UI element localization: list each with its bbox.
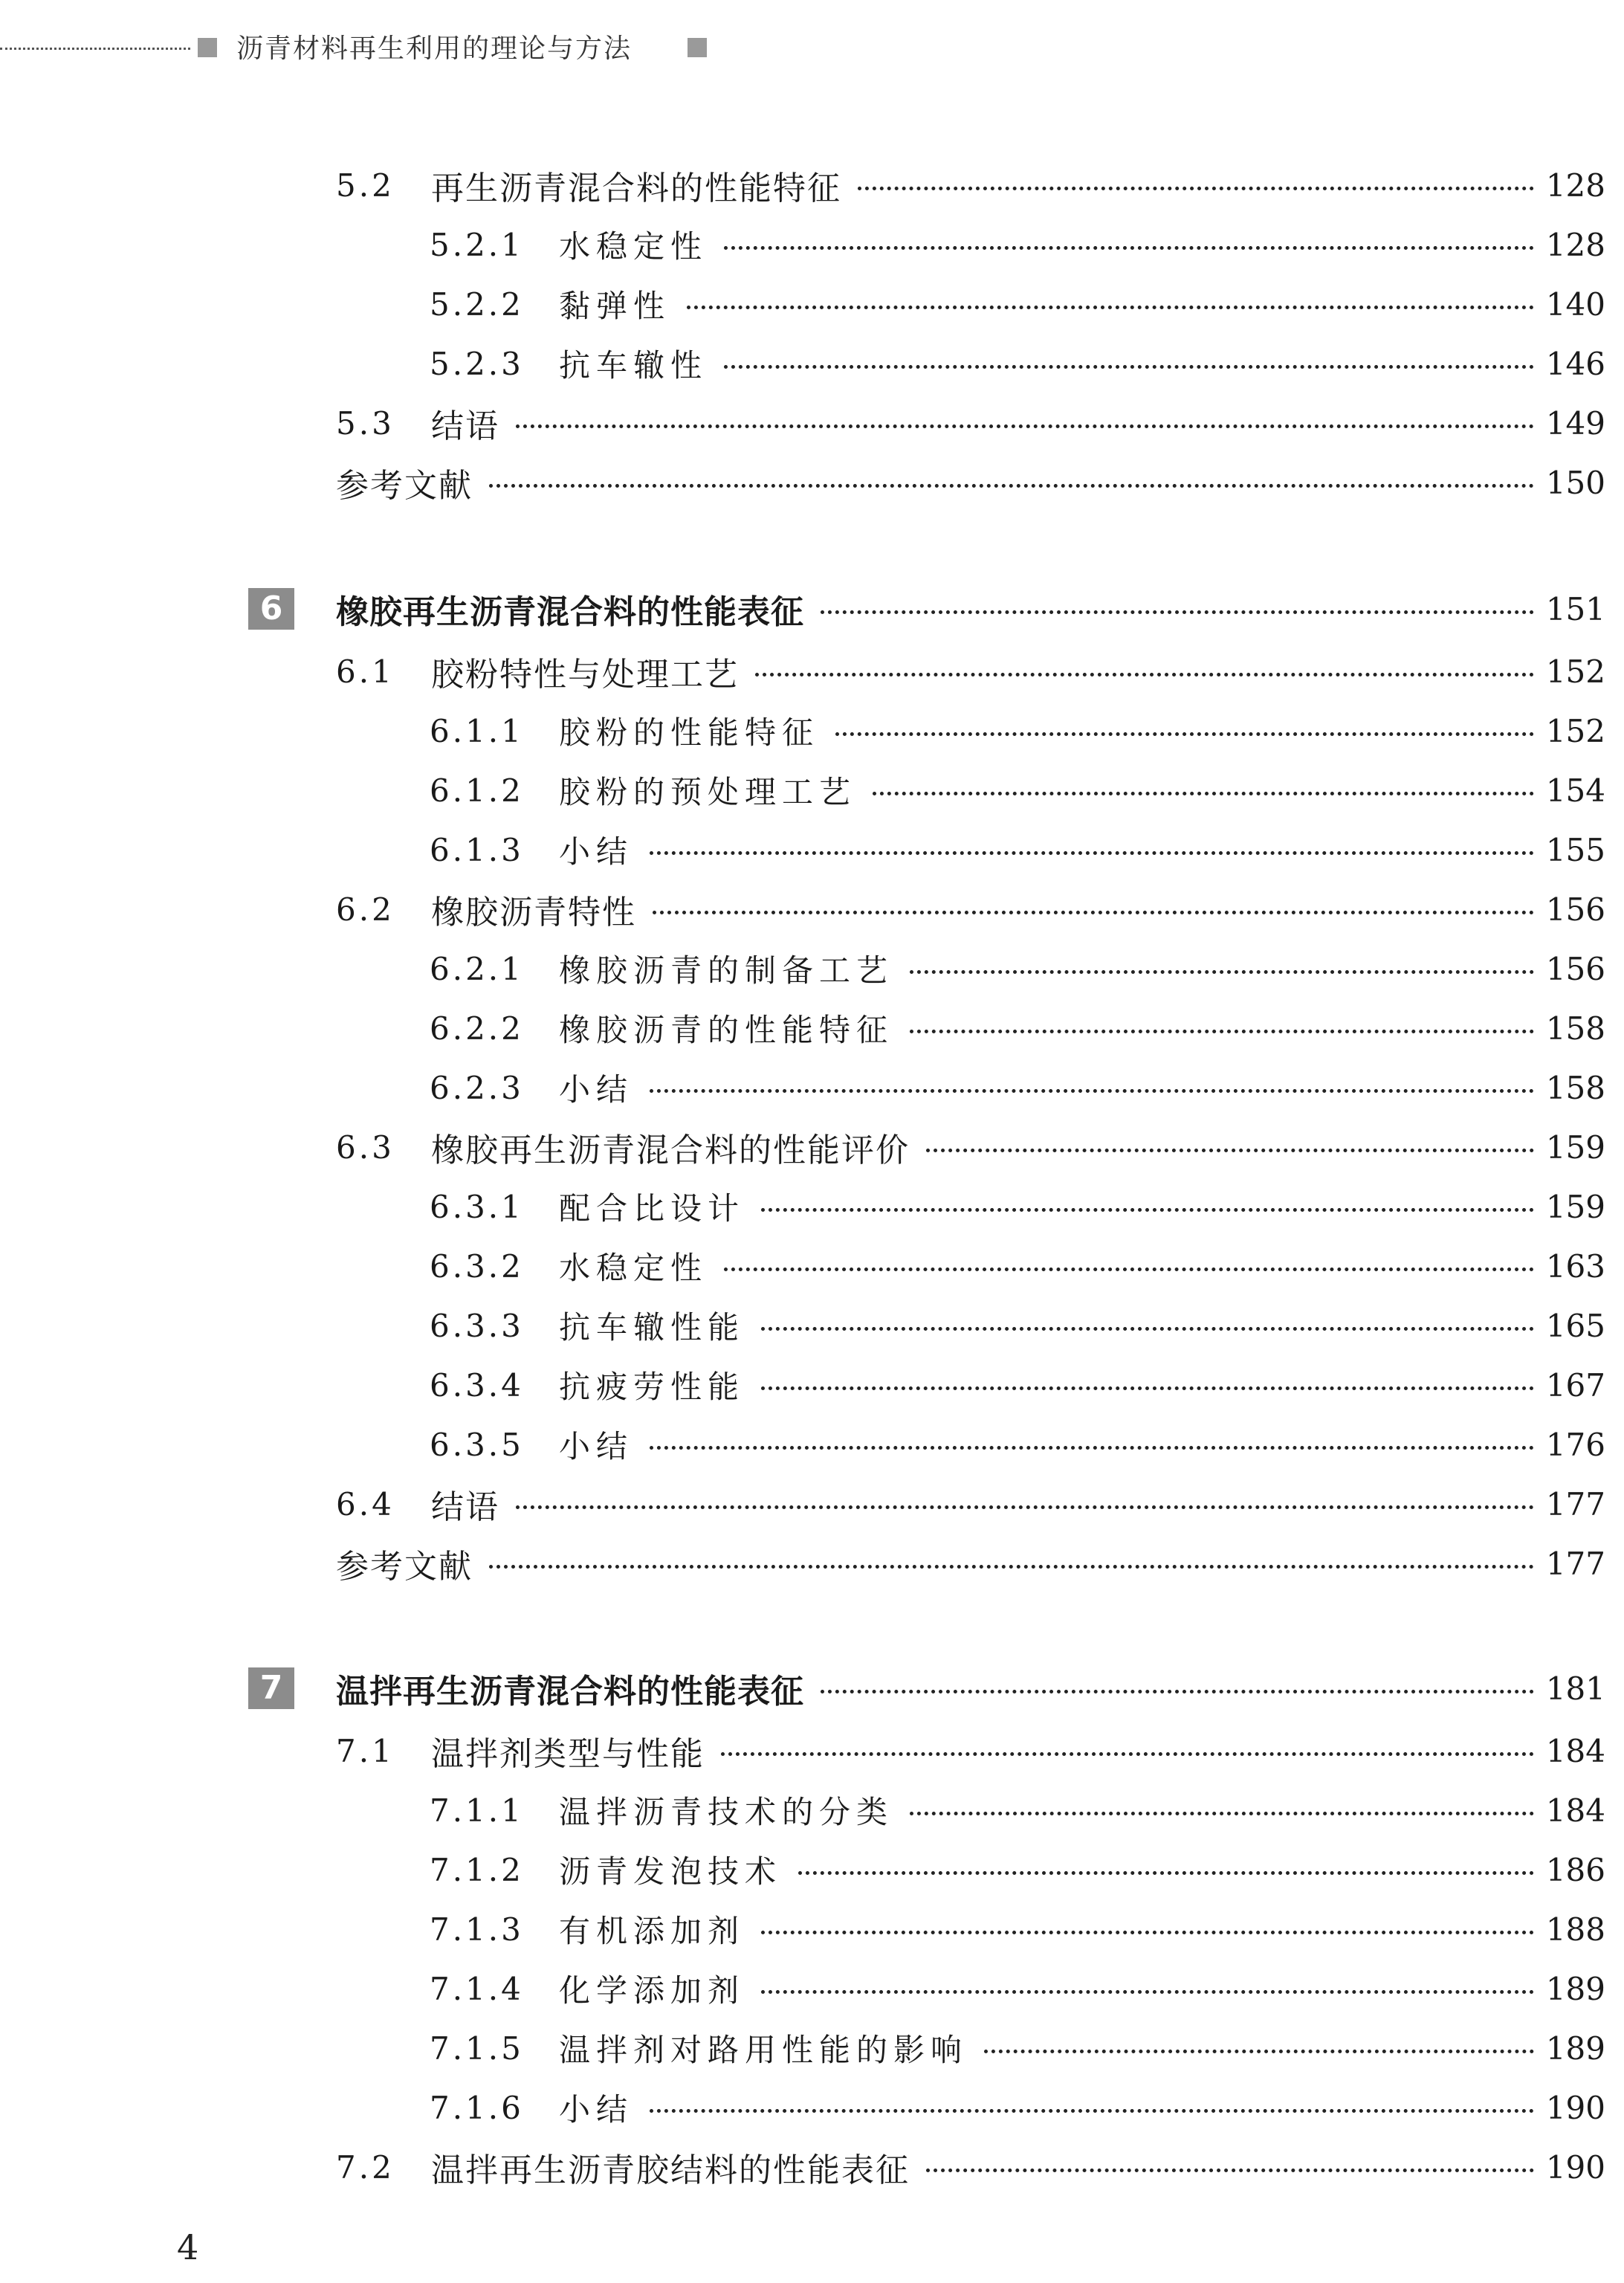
toc-section-number: 7.2 <box>336 2148 395 2186</box>
toc-section-number: 6.1.1 <box>430 712 524 749</box>
toc-dot-leader <box>910 1812 1534 1815</box>
toc-section-number: 6.3.2 <box>430 1247 524 1285</box>
toc-entry[interactable] <box>430 1784 1605 1836</box>
toc-dot-leader <box>650 1446 1534 1450</box>
toc-entry[interactable] <box>430 1844 1605 1896</box>
toc-entry[interactable] <box>430 1240 1605 1292</box>
toc-dot-leader <box>755 673 1534 676</box>
toc-dot-leader <box>984 2050 1534 2053</box>
toc-entry-title: 参考文献 <box>336 467 473 505</box>
toc-dot-leader <box>761 1386 1534 1390</box>
toc-dot-leader <box>724 246 1534 250</box>
toc-entry[interactable] <box>430 1181 1605 1233</box>
toc-page-number: 167 <box>1545 1366 1605 1404</box>
toc-entry[interactable] <box>336 1537 1605 1589</box>
toc-entry[interactable] <box>336 456 1605 508</box>
toc-entry-title: 抗疲劳性能 <box>559 1369 745 1405</box>
toc-page-number: 184 <box>1545 1732 1605 1769</box>
toc-entry-title: 水稳定性 <box>559 1250 708 1286</box>
toc-section-number: 6.1 <box>336 653 395 690</box>
toc-entry[interactable] <box>430 1299 1605 1352</box>
toc-page-number: 186 <box>1545 1851 1605 1888</box>
toc-section-number: 5.2.3 <box>430 345 524 382</box>
toc-entry[interactable] <box>430 1418 1605 1470</box>
toc-entry[interactable] <box>430 764 1605 816</box>
toc-dot-leader <box>873 792 1534 795</box>
toc-section-number: 6.1.3 <box>430 831 524 868</box>
toc-entry[interactable] <box>336 883 1605 935</box>
toc-entry-title: 橡胶沥青的制备工艺 <box>559 952 894 989</box>
toc-page-number: 188 <box>1545 1911 1605 1948</box>
toc-dot-leader <box>761 1327 1534 1331</box>
toc-section-number: 7.1.6 <box>430 2089 524 2126</box>
toc-section-number: 7.1.3 <box>430 1911 524 1948</box>
toc-page-number: 156 <box>1545 950 1605 987</box>
toc-dot-leader <box>761 1990 1534 1994</box>
toc-entry-title: 温拌沥青技术的分类 <box>559 1794 894 1830</box>
toc-entry[interactable] <box>430 278 1605 330</box>
toc-entry-title: 沥青发泡技术 <box>559 1853 783 1890</box>
toc-section-number: 6.3.5 <box>430 1426 524 1463</box>
toc-section-number: 7.1.1 <box>430 1792 524 1829</box>
toc-page-number: 177 <box>1545 1485 1605 1522</box>
toc-entry[interactable] <box>430 1002 1605 1054</box>
toc-section-number: 5.2.2 <box>430 285 524 323</box>
toc-entry-title: 小结 <box>559 833 634 870</box>
toc-page-number: 158 <box>1545 1010 1605 1047</box>
toc-dot-leader <box>821 610 1534 614</box>
toc-chapter-entry[interactable] <box>336 583 1605 635</box>
toc-page-number: 163 <box>1545 1247 1605 1285</box>
toc-section-number: 6.3 <box>336 1128 395 1166</box>
toc-entry-title: 橡胶沥青特性 <box>431 894 636 931</box>
toc-page-number: 159 <box>1545 1188 1605 1225</box>
toc-page-number: 152 <box>1545 712 1605 749</box>
toc-page-number: 150 <box>1545 464 1605 501</box>
toc-entry[interactable] <box>430 1062 1605 1114</box>
toc-entry[interactable] <box>430 943 1605 995</box>
toc-page-number: 189 <box>1545 1970 1605 2007</box>
toc-entry[interactable] <box>430 1963 1605 2015</box>
toc-section-number: 6.4 <box>336 1485 395 1522</box>
toc-entry[interactable] <box>336 159 1605 211</box>
toc-section-number: 5.2.1 <box>430 226 524 263</box>
toc-entry-title: 橡胶沥青的性能特征 <box>559 1012 894 1048</box>
toc-section-number: 5.2 <box>336 167 395 204</box>
toc-entry-title: 结语 <box>431 1488 499 1526</box>
page-number: 4 <box>177 2227 199 2267</box>
toc-page-number: 128 <box>1545 167 1605 204</box>
toc-dot-leader <box>724 365 1534 369</box>
toc-entry-title: 有机添加剂 <box>559 1913 745 1949</box>
toc-entry[interactable] <box>336 1725 1605 1777</box>
toc-entry-title: 结语 <box>431 407 499 445</box>
toc-entry-title: 温拌再生沥青混合料的性能表征 <box>336 1673 804 1711</box>
toc-dot-leader <box>721 1752 1534 1756</box>
toc-dot-leader <box>516 424 1534 428</box>
toc-section-number: 6.1.2 <box>430 772 524 809</box>
toc-entry-title: 胶粉的预处理工艺 <box>559 774 857 810</box>
toc-entry[interactable] <box>430 705 1605 757</box>
toc-dot-leader <box>761 1208 1534 1212</box>
toc-section-number: 7.1.5 <box>430 2029 524 2067</box>
toc-page-number: 155 <box>1545 831 1605 868</box>
toc-entry-title: 参考文献 <box>336 1548 473 1586</box>
toc-entry[interactable] <box>430 1359 1605 1411</box>
chapter-number-badge: 6 <box>248 588 294 630</box>
toc-section-number: 5.3 <box>336 404 395 442</box>
toc-page-number: 152 <box>1545 653 1605 690</box>
toc-entry-title: 小结 <box>559 1428 634 1465</box>
toc-section-number: 6.2.1 <box>430 950 524 987</box>
toc-dot-leader <box>821 1690 1534 1693</box>
toc-entry[interactable] <box>430 219 1605 271</box>
toc-entry-title: 温拌剂类型与性能 <box>431 1735 705 1773</box>
toc-page-number: 128 <box>1545 226 1605 263</box>
toc-page-number: 184 <box>1545 1792 1605 1829</box>
toc-section-number: 7.1.2 <box>430 1851 524 1888</box>
toc-entry[interactable] <box>336 2141 1605 2193</box>
toc-section-number: 6.3.4 <box>430 1366 524 1404</box>
toc-dot-leader <box>650 851 1534 855</box>
toc-dot-leader <box>724 1268 1534 1271</box>
toc-page-number: 154 <box>1545 772 1605 809</box>
toc-page-number: 181 <box>1545 1670 1605 1707</box>
toc-entry-title: 抗车辙性能 <box>559 1309 745 1346</box>
toc-entry[interactable] <box>336 645 1605 697</box>
toc-entry[interactable] <box>336 397 1605 449</box>
toc-page-number: 158 <box>1545 1069 1605 1106</box>
toc-entry[interactable] <box>430 2022 1605 2074</box>
toc-dot-leader <box>926 2169 1534 2172</box>
toc-page-number: 190 <box>1545 2148 1605 2186</box>
toc-entry[interactable] <box>336 1478 1605 1530</box>
toc-dot-leader <box>835 732 1534 736</box>
toc-page-number: 177 <box>1545 1545 1605 1582</box>
toc-page-number: 176 <box>1545 1426 1605 1463</box>
toc-entry-title: 温拌再生沥青胶结料的性能表征 <box>431 2151 910 2189</box>
toc-entry-title: 胶粉的性能特征 <box>559 714 820 751</box>
toc-entry-title: 小结 <box>559 2091 634 2128</box>
toc-page-number: 189 <box>1545 2029 1605 2067</box>
toc-entry-title: 温拌剂对路用性能的影响 <box>559 2032 968 2068</box>
toc-entry[interactable] <box>430 824 1605 876</box>
toc-page-number: 159 <box>1545 1128 1605 1166</box>
toc-dot-leader <box>653 911 1534 914</box>
toc-dot-leader <box>650 1089 1534 1093</box>
toc-dot-leader <box>798 1871 1534 1875</box>
toc-dot-leader <box>489 1565 1534 1569</box>
toc-section-number: 6.3.3 <box>430 1307 524 1344</box>
toc-entry[interactable] <box>430 1903 1605 1955</box>
toc-entry-title: 化学添加剂 <box>559 1972 745 2009</box>
toc-entry[interactable] <box>430 338 1605 390</box>
toc-entry-title: 抗车辙性 <box>559 347 708 384</box>
toc-section-number: 6.2 <box>336 891 395 928</box>
toc-page-number: 156 <box>1545 891 1605 928</box>
toc-dot-leader <box>926 1149 1534 1152</box>
toc-dot-leader <box>516 1505 1534 1509</box>
toc-entry-title: 配合比设计 <box>559 1190 745 1227</box>
toc-entry-title: 黏弹性 <box>559 288 671 324</box>
toc-page-number: 140 <box>1545 285 1605 323</box>
toc-page-number: 151 <box>1545 590 1605 627</box>
toc-entry[interactable] <box>336 1121 1605 1173</box>
toc-section-number: 6.2.3 <box>430 1069 524 1106</box>
toc-dot-leader <box>858 187 1534 190</box>
toc-dot-leader <box>489 484 1534 488</box>
toc-dot-leader <box>910 970 1534 974</box>
toc-entry-title: 再生沥青混合料的性能特征 <box>431 169 841 207</box>
toc-page-number: 149 <box>1545 404 1605 442</box>
toc-entry-title: 橡胶再生沥青混合料的性能表征 <box>336 593 804 631</box>
toc-dot-leader <box>910 1030 1534 1033</box>
toc-page-number: 165 <box>1545 1307 1605 1344</box>
toc-chapter-entry[interactable] <box>336 1662 1605 1714</box>
toc-dot-leader <box>761 1931 1534 1934</box>
toc-section-number: 7.1 <box>336 1732 395 1769</box>
toc-entry[interactable] <box>430 2082 1605 2134</box>
toc-section-number: 6.3.1 <box>430 1188 524 1225</box>
toc-section-number: 7.1.4 <box>430 1970 524 2007</box>
toc-entry-title: 小结 <box>559 1071 634 1108</box>
toc-entry-title: 水稳定性 <box>559 228 708 265</box>
toc-page-number: 190 <box>1545 2089 1605 2126</box>
toc-entry-title: 胶粉特性与处理工艺 <box>431 656 739 694</box>
toc-dot-leader <box>687 306 1534 309</box>
chapter-number-badge: 7 <box>248 1667 294 1709</box>
toc-section-number: 6.2.2 <box>430 1010 524 1047</box>
toc-dot-leader <box>650 2109 1534 2113</box>
toc-page-number: 146 <box>1545 345 1605 382</box>
toc-entry-title: 橡胶再生沥青混合料的性能评价 <box>431 1131 910 1169</box>
header-title: 沥青材料再生利用的理论与方法 <box>236 33 633 64</box>
